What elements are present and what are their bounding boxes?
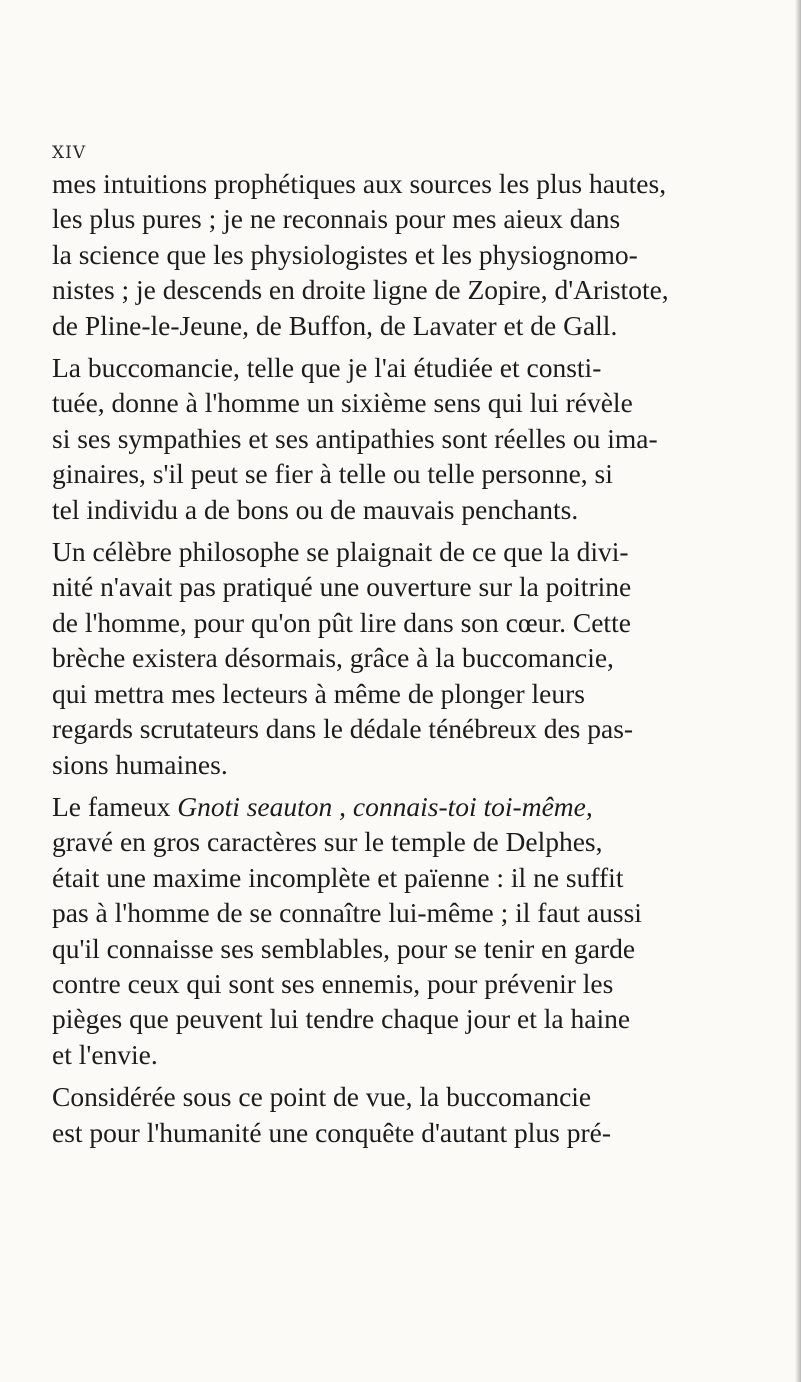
paragraph-spacer [52, 343, 798, 350]
paragraph-spacer [52, 1072, 798, 1079]
paragraph-5 [52, 1079, 798, 1150]
text-line: mes intuitions prophétiques aux sources les plus hautes, [52, 168, 667, 199]
text-prefix: Le fameux [52, 790, 178, 822]
page-edge-shadow [795, 0, 801, 1382]
text-line: sions humaines. [52, 748, 228, 780]
italic-quote: Gnoti seauton , connais-toi toi-même, [177, 790, 593, 822]
text-line: brèche existera désormais, grâce à la buccomancie, [52, 642, 614, 674]
paragraph-3 [52, 534, 798, 782]
text-line: qui mettra mes lecteurs à même de plonger leurs [52, 677, 586, 709]
body-text [52, 166, 798, 1150]
text-line: les plus pures ; je ne reconnais pour mes aieux dans [52, 203, 621, 235]
text-line: si ses sympathies et ses antipathies sont réelles ou ima- [52, 422, 658, 454]
text-line: nistes ; je descends en droite ligne de Zopire, d'Aristote, [52, 274, 669, 306]
text-line: est pour l'humanité une conquête d'autant plus pré- [52, 1116, 611, 1148]
paragraph-spacer [52, 782, 798, 789]
text-line: tel individu a de bons ou de mauvais penchants. [52, 493, 579, 525]
paragraph-2 [52, 350, 798, 527]
page-number: XIV [52, 143, 87, 163]
text-line: gravé en gros caractères sur le temple de Delphes, [52, 826, 603, 858]
text-line: pas à l'homme de se connaître lui-même ; il faut aussi [52, 897, 642, 929]
paragraph-1 [52, 166, 798, 343]
text-line: de Pline-le-Jeune, de Buffon, de Lavater et de Gall. [52, 309, 618, 341]
text-line-mixed [52, 789, 798, 824]
paragraph-4 [52, 789, 798, 1072]
text-line: Considérée sous ce point de vue, la buccomancie [52, 1081, 592, 1113]
text-line: pièges que peuvent lui tendre chaque jour et la haine [52, 1003, 631, 1035]
text-line: ginaires, s'il peut se fier à telle ou telle personne, si [52, 458, 613, 490]
text-line: contre ceux qui sont ses ennemis, pour prévenir les [52, 967, 614, 999]
text-line: La buccomancie, telle que je l'ai étudiée et consti- [52, 352, 602, 384]
text-line: nité n'avait pas pratiqué une ouverture sur la poitrine [52, 571, 632, 603]
text-line: la science que les physiologistes et les physiognomo- [52, 238, 638, 270]
text-line: regards scrutateurs dans le dédale ténébreux des pas- [52, 713, 634, 745]
text-line: tuée, donne à l'homme un sixième sens qui lui révèle [52, 387, 633, 419]
text-line: qu'il connaisse ses semblables, pour se tenir en garde [52, 932, 636, 964]
text-line: Un célèbre philosophe se plaignait de ce que la divi- [52, 536, 629, 568]
paragraph-spacer [52, 527, 798, 534]
text-line: et l'envie. [52, 1038, 158, 1070]
text-line: de l'homme, pour qu'on pût lire dans son cœur. Cette [52, 606, 631, 638]
text-line: était une maxime incomplète et païenne : il ne suffit [52, 861, 624, 893]
